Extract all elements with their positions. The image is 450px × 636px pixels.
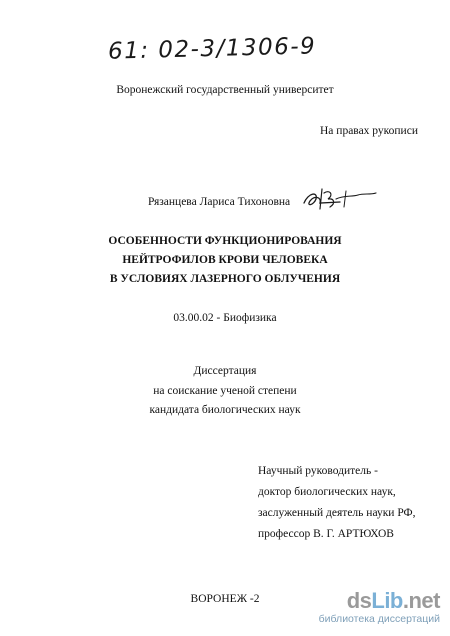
supervisor-block [258,461,416,545]
degree-line: на соискание ученой степени [153,384,297,397]
registry-number: 61: 02-3/1306-9 [107,33,317,65]
specialty-code: 03.00.02 - Биофизика [173,312,277,324]
supervisor-line: доктор биологических наук, [258,486,396,498]
dslib-watermark [319,590,440,626]
watermark-caption: библиотека диссертаций [318,613,440,625]
title-line: ОСОБЕННОСТИ ФУНКЦИОНИРОВАНИЯ [108,235,342,247]
watermark-logo: dsLib.net [346,588,440,613]
university-name: Воронежский государственный университет [116,84,334,96]
degree-line: кандидата биологических наук [149,404,301,416]
degree-line: Диссертация [193,365,257,377]
manuscript-rights-note: На правах рукописи [320,125,418,137]
city-line: ВОРОНЕЖ -2 [190,593,260,605]
supervisor-line: профессор В. Г. АРТЮХОВ [258,528,394,540]
author-name: Рязанцева Лариса Тихоновна [148,196,291,208]
supervisor-line: Научный руководитель - [258,465,378,477]
dissertation-title [0,232,450,289]
handwritten-signature [300,183,380,213]
degree-statement [0,362,450,421]
title-line: В УСЛОВИЯХ ЛАЗЕРНОГО ОБЛУЧЕНИЯ [109,273,341,285]
title-line: НЕЙТРОФИЛОВ КРОВИ ЧЕЛОВЕКА [122,254,328,266]
supervisor-line: заслуженный деятель науки РФ, [258,507,416,519]
